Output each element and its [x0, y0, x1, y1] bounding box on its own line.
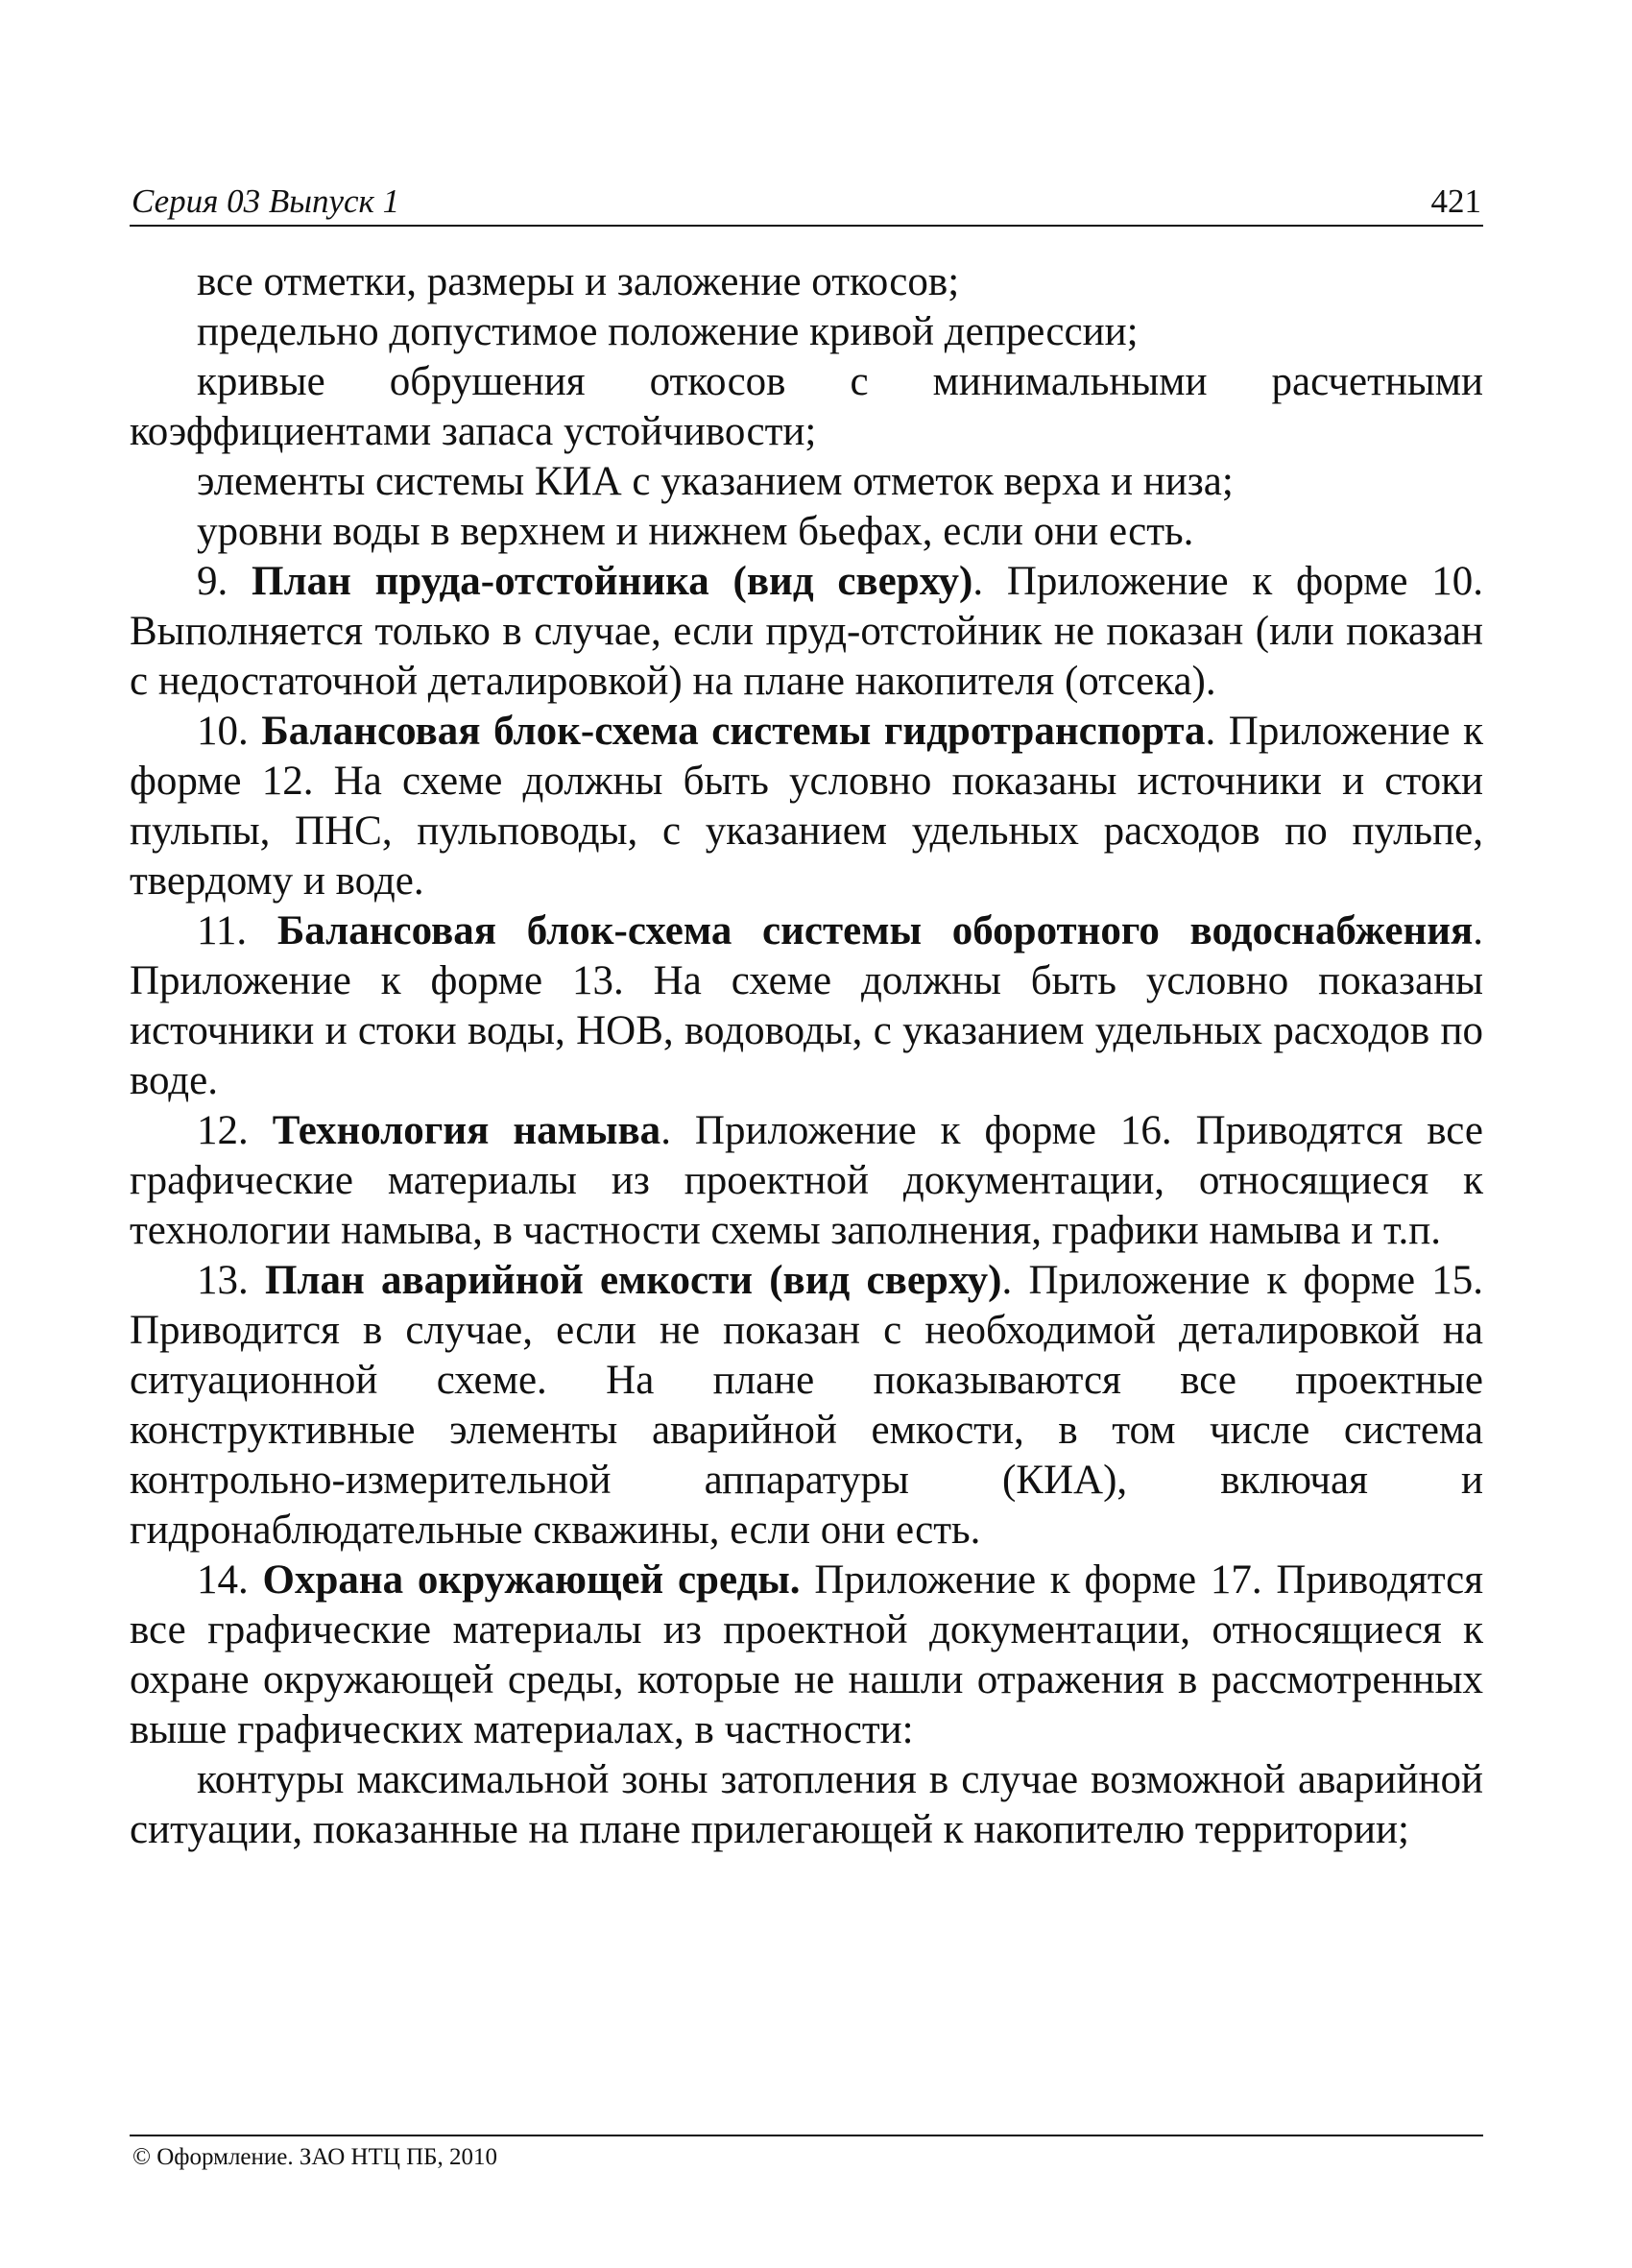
section-number: 14. — [197, 1557, 249, 1603]
section-text: . Приложение к форме 12. На схеме должны быть условно показаны источники и стоки пульпы, ПНС, пульповоды, с указанием удельных расходов по пульпе, твердому и воде. — [130, 709, 1484, 904]
series-title: Серия 03 Выпуск 1 — [132, 182, 400, 220]
list-item: элементы системы КИА с указанием отметок верха и низа; — [197, 459, 1234, 504]
section-title: План аварийной емкости (вид сверху) — [264, 1258, 1002, 1303]
section-title: План пруда-отстойника (вид сверху) — [252, 559, 973, 604]
running-header — [130, 182, 1483, 227]
list-item: предельно допустимое положение кривой депрессии; — [197, 309, 1139, 354]
section-title: Охрана окружающей среды. — [262, 1557, 801, 1603]
list-item: уровни воды в верхнем и нижнем бьефах, если они есть. — [197, 509, 1194, 554]
section-text: . Приложение к форме 15. Приводится в случае, если не показан с необходимой деталировкой на ситуационной схеме. На плане показываются все проектные конструктивные элементы аварийной емкости, в том числе система контрольно-измерительной аппаратуры (КИА), включая и гидронаблюдательные скважины, если они есть. — [130, 1258, 1484, 1553]
section-number: 10. — [197, 709, 249, 754]
footer-copyright: © Оформление. ЗАО НТЦ ПБ, 2010 — [132, 2144, 498, 2170]
section-number: 11. — [197, 908, 248, 953]
section-text: Приложение к форме 17. Приводятся все графические материалы из проектной документации, относящиеся к охране окружающей среды, которые не нашли отражения в рассмотренных выше графических материалах, в частности: — [130, 1557, 1484, 1752]
section-12 — [130, 1106, 1483, 1256]
page-number: 421 — [1430, 182, 1481, 220]
section-text: . Приложение к форме 13. На схеме должны быть условно показаны источники и стоки воды, НОВ, водоводы, с указанием удельных расходов по воде. — [130, 908, 1484, 1103]
section-9 — [130, 557, 1483, 707]
section-title: Технология намыва — [272, 1108, 661, 1153]
section-title: Балансовая блок-схема системы гидротранспорта — [261, 709, 1206, 754]
section-text: . Приложение к форме 16. Приводятся все графические материалы из проектной документации, относящиеся к технологии намыва, в частности схемы заполнения, графики намыва и т.п. — [130, 1108, 1484, 1253]
page-body — [130, 257, 1483, 1855]
section-text: . Приложение к форме 10. Выполняется только в случае, если пруд-отстойник не показан (или показан с недостаточной деталировкой) на плане накопителя (отсека). — [130, 559, 1483, 704]
section-title: Балансовая блок-схема системы оборотного водоснабжения — [276, 908, 1474, 953]
section-14 — [130, 1556, 1483, 1755]
section-11 — [130, 906, 1483, 1106]
section-13 — [130, 1256, 1483, 1556]
closing-paragraph: контуры максимальной зоны затопления в случае возможной аварийной ситуации, показанные на плане прилегающей к накопителю территории; — [130, 1757, 1483, 1852]
section-number: 12. — [197, 1108, 249, 1153]
section-number: 13. — [197, 1258, 249, 1303]
section-number: 9. — [197, 559, 228, 604]
footer-divider — [130, 2135, 1483, 2136]
list-item: кривые обрушения откосов с минимальными расчетными коэффициентами запаса устойчивости; — [130, 359, 1483, 454]
section-10 — [130, 707, 1483, 906]
list-item: все отметки, размеры и заложение откосов; — [197, 259, 960, 304]
